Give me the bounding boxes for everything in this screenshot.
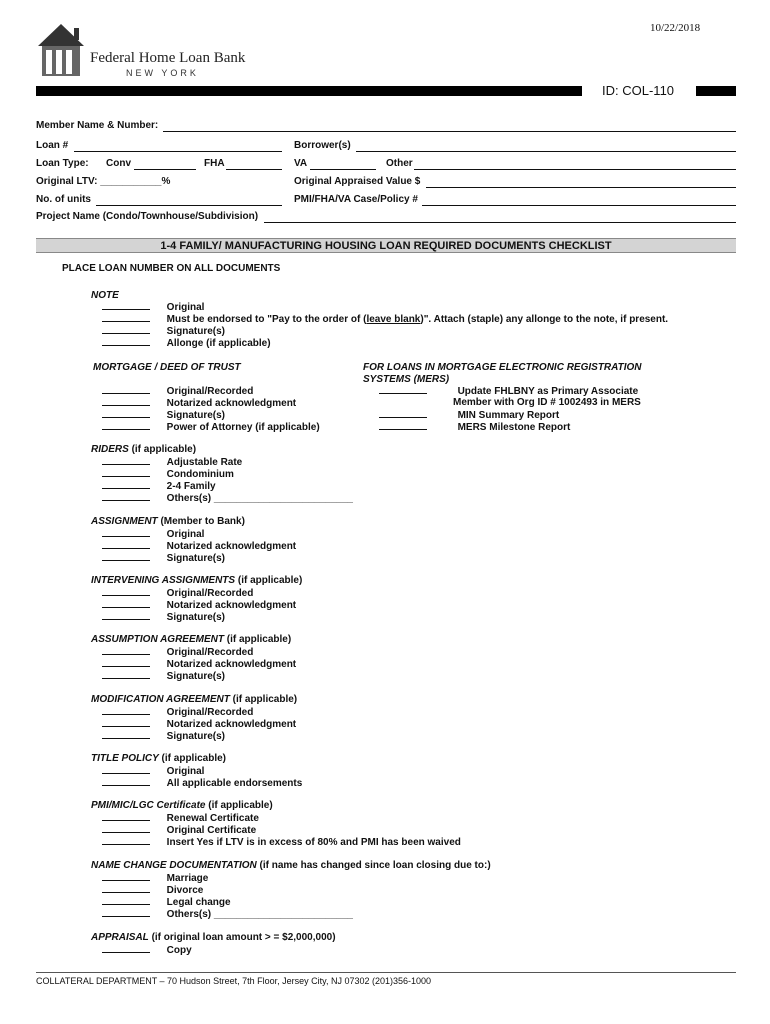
assumption-qualifier: (if applicable) xyxy=(223,634,292,645)
loan-type-va-label: VA xyxy=(294,158,308,169)
original-appraised-label: Original Appraised Value $ xyxy=(294,176,421,187)
original-ltv-label[interactable]: Original LTV: ___________% xyxy=(36,176,171,187)
footer-address: COLLATERAL DEPARTMENT – 70 Hudson Street, 7th Floor, Jersey City, NJ 07302 (201)356-1000 xyxy=(36,976,432,986)
mers-heading xyxy=(363,362,642,373)
intervening-item xyxy=(102,587,253,599)
intervening-item xyxy=(102,599,296,611)
checkbox-blank[interactable] xyxy=(102,718,150,727)
pmi-item xyxy=(102,812,259,824)
checkbox-blank[interactable] xyxy=(379,385,427,394)
riders-item-label: 2-4 Family xyxy=(166,481,216,492)
assignment-item-label: Original xyxy=(166,529,205,540)
modification-item xyxy=(102,706,253,718)
name-change-item-label: Marriage xyxy=(166,873,209,884)
checkbox-blank[interactable] xyxy=(102,599,150,608)
checkbox-blank[interactable] xyxy=(102,528,150,537)
note-item-endorsed xyxy=(102,313,668,325)
name-change-item-label: Others(s) _________________________ xyxy=(166,909,353,920)
riders-heading xyxy=(91,444,196,455)
member-name-label: Member Name & Number: xyxy=(36,120,159,131)
checkbox-blank[interactable] xyxy=(102,301,150,310)
project-name-label: Project Name (Condo/Townhouse/Subdivision) xyxy=(36,211,259,222)
loan-type-conv-field[interactable] xyxy=(134,169,196,170)
footer-divider xyxy=(36,972,736,973)
mortgage-item-label: Notarized acknowledgment xyxy=(166,398,297,409)
assignment-item xyxy=(102,540,296,552)
assignment-item-label: Notarized acknowledgment xyxy=(166,541,297,552)
header-bar-right xyxy=(696,86,736,96)
checkbox-blank[interactable] xyxy=(102,836,150,845)
name-change-item xyxy=(102,896,231,908)
riders-item xyxy=(102,468,234,480)
mers-item-label: MIN Summary Report xyxy=(457,410,560,421)
intervening-item-label: Original/Recorded xyxy=(166,588,254,599)
modification-item xyxy=(102,718,296,730)
loan-type-fha-field[interactable] xyxy=(226,169,282,170)
project-name-field[interactable] xyxy=(264,222,736,223)
form-date: 10/22/2018 xyxy=(650,22,701,34)
note-heading xyxy=(91,290,119,301)
checkbox-blank[interactable] xyxy=(102,468,150,477)
riders-item xyxy=(102,456,242,468)
checkbox-blank[interactable] xyxy=(102,872,150,881)
pmi-item-label: Renewal Certificate xyxy=(166,813,259,824)
checkbox-blank[interactable] xyxy=(102,777,150,786)
pmi-heading-title: PMI/MIC/LGC Certificate xyxy=(91,800,206,811)
checkbox-blank[interactable] xyxy=(102,409,150,418)
note-heading-title: NOTE xyxy=(91,290,119,301)
riders-heading-title: RIDERS xyxy=(91,444,129,455)
assumption-item xyxy=(102,658,296,670)
mortgage-heading-title: MORTGAGE / DEED OF TRUST xyxy=(93,362,241,373)
borrowers-field[interactable] xyxy=(356,151,736,152)
riders-item xyxy=(102,492,353,504)
note-item-signatures xyxy=(102,325,225,337)
appraisal-item xyxy=(102,944,192,956)
assignment-item xyxy=(102,552,225,564)
riders-item-label: Adjustable Rate xyxy=(166,457,243,468)
note-item-label: Allonge (if applicable) xyxy=(166,338,271,349)
org-name: Federal Home Loan Bank xyxy=(90,50,246,66)
document-id-label: ID: xyxy=(602,83,619,98)
pmi-item xyxy=(102,836,461,848)
modification-item xyxy=(102,730,225,742)
appraisal-heading xyxy=(91,932,336,943)
title-policy-item-label: Original xyxy=(166,766,205,777)
modification-item-label: Original/Recorded xyxy=(166,707,254,718)
intervening-qualifier: (if applicable) xyxy=(235,575,303,586)
checkbox-blank[interactable] xyxy=(102,765,150,774)
checkbox-blank[interactable] xyxy=(102,812,150,821)
checklist-title: 1-4 FAMILY/ MANUFACTURING HOUSING LOAN REQUIRED DOCUMENTS CHECKLIST xyxy=(160,240,612,252)
name-change-item xyxy=(102,884,203,896)
assumption-item-label: Signature(s) xyxy=(166,671,226,682)
note-item-label-end: )". Attach (staple) any allonge to the note, if present. xyxy=(420,314,669,325)
note-item-label: Original xyxy=(166,302,205,313)
assumption-item xyxy=(102,646,253,658)
checkbox-blank[interactable] xyxy=(102,646,150,655)
title-policy-heading-title: TITLE POLICY xyxy=(91,753,159,764)
pmi-qualifier: (if applicable) xyxy=(205,800,273,811)
loan-number-label: Loan # xyxy=(36,140,69,151)
pmi-item xyxy=(102,824,256,836)
fhlb-house-logo-icon xyxy=(36,20,86,78)
mortgage-item-label: Original/Recorded xyxy=(166,386,254,397)
loan-type-label: Loan Type: xyxy=(36,158,89,169)
pmi-item-label: Original Certificate xyxy=(166,825,257,836)
riders-qualifier: (if applicable) xyxy=(128,444,197,455)
checkbox-blank[interactable] xyxy=(102,824,150,833)
mortgage-item xyxy=(102,385,253,397)
note-item-original xyxy=(102,301,204,313)
leave-blank-text: leave blank xyxy=(366,314,421,325)
checkbox-blank[interactable] xyxy=(102,670,150,679)
title-policy-item xyxy=(102,777,302,789)
document-id xyxy=(602,83,674,98)
checkbox-blank[interactable] xyxy=(379,409,427,418)
mers-item xyxy=(379,409,559,421)
checkbox-blank[interactable] xyxy=(379,421,427,430)
header-bar-left xyxy=(36,86,582,96)
loan-number-field[interactable] xyxy=(74,151,282,152)
modification-heading xyxy=(91,694,297,705)
note-item-label: Must be endorsed to "Pay to the order of ( xyxy=(166,314,367,325)
intervening-item-label: Signature(s) xyxy=(166,612,226,623)
title-policy-item-label: All applicable endorsements xyxy=(166,778,303,789)
checkbox-blank[interactable] xyxy=(102,908,150,917)
units-label: No. of units xyxy=(36,194,91,205)
org-subtitle: NEW YORK xyxy=(126,68,199,78)
assignment-qualifier: (Member to Bank) xyxy=(157,516,245,527)
original-appraised-field[interactable] xyxy=(426,187,736,188)
checkbox-blank[interactable] xyxy=(102,730,150,739)
riders-item-label: Others(s) _________________________ xyxy=(166,493,353,504)
mers-item-label: Update FHLBNY as Primary Associate xyxy=(457,386,639,397)
modification-qualifier: (if applicable) xyxy=(229,694,298,705)
mers-item-continued: Member with Org ID # 1002493 in MERS xyxy=(453,397,641,408)
loan-type-va-field[interactable] xyxy=(310,169,376,170)
name-change-heading-title: NAME CHANGE DOCUMENTATION xyxy=(91,860,257,871)
loan-type-other-label: Other xyxy=(386,158,413,169)
checkbox-blank[interactable] xyxy=(102,944,150,953)
pmi-case-label: PMI/FHA/VA Case/Policy # xyxy=(294,194,418,205)
mortgage-heading xyxy=(93,362,241,373)
riders-item-label: Condominium xyxy=(166,469,234,480)
assumption-heading xyxy=(91,634,291,645)
loan-type-other-field[interactable] xyxy=(414,169,736,170)
member-name-field[interactable] xyxy=(163,131,736,132)
checkbox-blank[interactable] xyxy=(102,611,150,620)
intervening-item-label: Notarized acknowledgment xyxy=(166,600,297,611)
title-policy-heading xyxy=(91,753,226,764)
checkbox-blank[interactable] xyxy=(102,397,150,406)
assumption-heading-title: ASSUMPTION AGREEMENT xyxy=(91,634,224,645)
mers-item xyxy=(379,385,638,397)
title-policy-item xyxy=(102,765,204,777)
mortgage-item xyxy=(102,421,320,433)
pmi-item-label: Insert Yes if LTV is in excess of 80% and PMI has been waived xyxy=(166,837,461,848)
modification-heading-title: MODIFICATION AGREEMENT xyxy=(91,694,230,705)
mers-item-label: MERS Milestone Report xyxy=(457,422,571,433)
name-change-item xyxy=(102,908,353,920)
assumption-item-label: Notarized acknowledgment xyxy=(166,659,297,670)
mortgage-item xyxy=(102,397,296,409)
checkbox-blank[interactable] xyxy=(102,421,150,430)
pmi-heading xyxy=(91,800,273,811)
appraisal-item-label: Copy xyxy=(166,945,192,956)
modification-item-label: Signature(s) xyxy=(166,731,226,742)
intervening-heading xyxy=(91,575,302,586)
checkbox-blank[interactable] xyxy=(102,480,150,489)
instruction-text: PLACE LOAN NUMBER ON ALL DOCUMENTS xyxy=(62,263,281,274)
checkbox-blank[interactable] xyxy=(102,313,150,322)
checkbox-blank[interactable] xyxy=(102,540,150,549)
assumption-item-label: Original/Recorded xyxy=(166,647,254,658)
note-item-allonge xyxy=(102,337,271,349)
mortgage-item xyxy=(102,409,225,421)
title-policy-qualifier: (if applicable) xyxy=(158,753,227,764)
modification-item-label: Notarized acknowledgment xyxy=(166,719,297,730)
loan-type-fha-label: FHA xyxy=(204,158,225,169)
mers-heading-sub xyxy=(363,374,449,385)
document-id-value: COL-110 xyxy=(622,83,675,98)
mortgage-item-label: Signature(s) xyxy=(166,410,226,421)
checkbox-blank[interactable] xyxy=(102,884,150,893)
borrowers-label: Borrower(s) xyxy=(294,140,351,151)
assignment-heading xyxy=(91,516,245,527)
assignment-heading-title: ASSIGNMENT xyxy=(91,516,158,527)
checkbox-blank[interactable] xyxy=(102,492,150,501)
name-change-qualifier: (if name has changed since loan closing due to:) xyxy=(256,860,491,871)
mers-heading-line2: SYSTEMS (MERS) xyxy=(363,374,450,385)
riders-item xyxy=(102,480,216,492)
checkbox-blank[interactable] xyxy=(102,706,150,715)
name-change-item-label: Divorce xyxy=(166,885,204,896)
assumption-item xyxy=(102,670,225,682)
assignment-item-label: Signature(s) xyxy=(166,553,226,564)
pmi-case-field[interactable] xyxy=(422,205,736,206)
note-item-label: Signature(s) xyxy=(166,326,226,337)
checkbox-blank[interactable] xyxy=(102,385,150,394)
appraisal-heading-title: APPRAISAL xyxy=(91,932,149,943)
name-change-item xyxy=(102,872,208,884)
checkbox-blank[interactable] xyxy=(102,325,150,334)
checkbox-blank[interactable] xyxy=(102,896,150,905)
mers-heading-line1: FOR LOANS IN MORTGAGE ELECTRONIC REGISTRATION xyxy=(363,362,642,373)
mortgage-item-label: Power of Attorney (if applicable) xyxy=(166,422,320,433)
mers-item xyxy=(379,421,570,433)
loan-type-conv-label: Conv xyxy=(106,158,131,169)
checkbox-blank[interactable] xyxy=(102,456,150,465)
appraisal-qualifier: (if original loan amount > = $2,000,000) xyxy=(148,932,336,943)
intervening-heading-title: INTERVENING ASSIGNMENTS xyxy=(91,575,236,586)
checkbox-blank[interactable] xyxy=(102,658,150,667)
name-change-heading xyxy=(91,860,491,871)
checkbox-blank[interactable] xyxy=(102,587,150,596)
assignment-item xyxy=(102,528,204,540)
intervening-item xyxy=(102,611,225,623)
units-field[interactable] xyxy=(96,205,282,206)
name-change-item-label: Legal change xyxy=(166,897,231,908)
checkbox-blank[interactable] xyxy=(102,337,150,346)
checkbox-blank[interactable] xyxy=(102,552,150,561)
